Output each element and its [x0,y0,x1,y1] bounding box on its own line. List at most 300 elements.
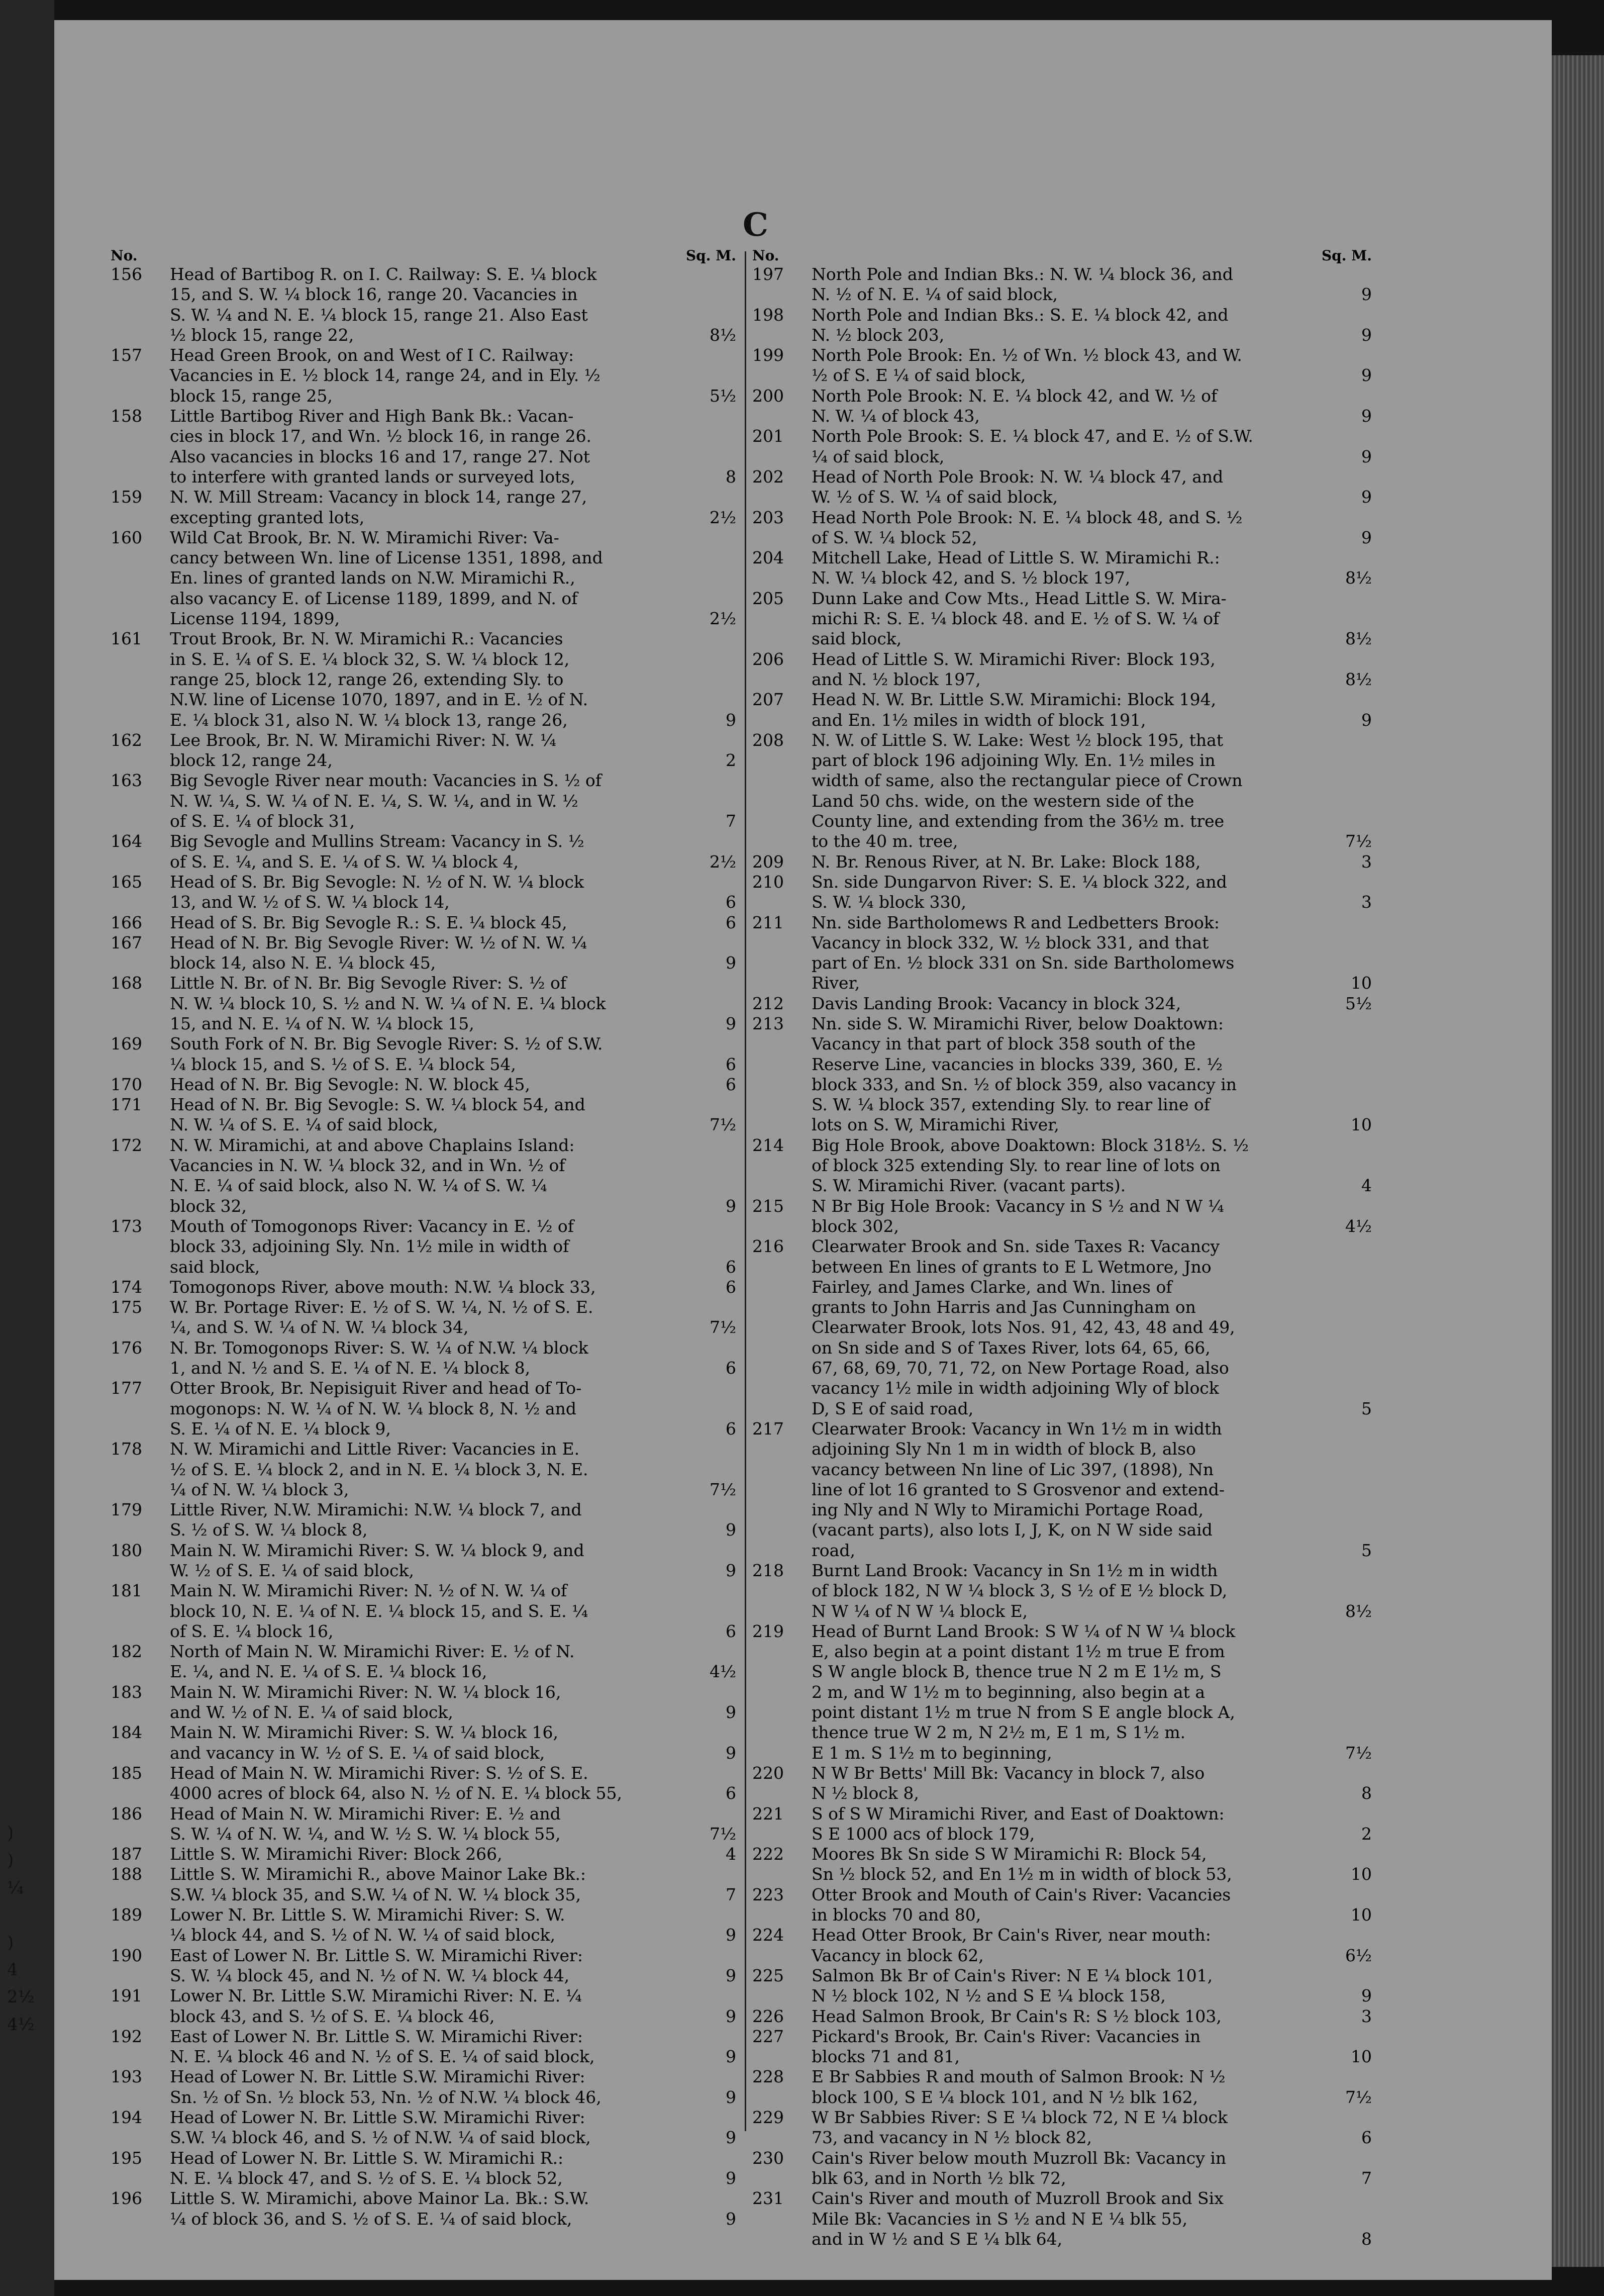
list-item [111,264,736,345]
entry-square-miles: 5 [1361,1398,1372,1418]
entry-number: 225 [752,1965,784,1985]
list-item [111,771,736,831]
entry-description: East of Lower N. Br. Little S. W. Miramichi River: N. E. ¼ block 46 and N. ½ of S. E. ¼ of said block, [170,2026,595,2067]
entry-number: 201 [752,426,784,446]
entry-description: Nn. side Bartholomews R and Ledbetters Brook: Vacancy in block 332, W. ½ block 331, and that part of En. ½ block 331 on Sn. side Bartholomews River, [812,912,1235,993]
entry-description: Cain's River below mouth Muzroll Bk: Vacancy in blk 63, and in North ½ blk 72, [812,2148,1227,2188]
entry-number: 195 [111,2148,142,2168]
entry-description: Little River, N.W. Miramichi: N.W. ¼ block 7, and S. ½ of S. W. ¼ block 8, [170,1500,582,1540]
entry-description: Little S. W. Miramichi R., above Mainor Lake Bk.: S.W. ¼ block 35, and S.W. ¼ of N. W. ¼ block 35, [170,1864,586,1904]
entry-square-miles: 9 [726,1743,736,1763]
entry-description: Main N. W. Miramichi River: S. W. ¼ block 16, and vacancy in W. ½ of S. E. ¼ of said block, [170,1723,559,1763]
list-item [752,994,1372,1014]
entry-square-miles: 8 [1361,2229,1372,2249]
entry-square-miles: 10 [1351,1864,1372,1884]
entry-description: E Br Sabbies R and mouth of Salmon Brook: N ½ block 100, S E ¼ block 101, and N ½ blk 162, [812,2067,1226,2107]
list-item [752,1561,1372,1621]
entry-number: 158 [111,406,142,426]
entry-square-miles: 9 [1361,406,1372,426]
entry-square-miles: 9 [1361,446,1372,466]
list-item [111,1946,736,1986]
entry-number: 209 [752,851,784,872]
entry-number: 179 [111,1500,142,1520]
entry-square-miles: 9 [1361,710,1372,730]
entry-square-miles: 2½ [710,507,736,527]
entry-square-miles: 9 [1361,527,1372,547]
entry-square-miles: 6½ [1345,1945,1372,1965]
entry-number: 193 [111,2067,142,2087]
list-item [752,2006,1372,2027]
list-item [111,1034,736,1075]
entry-description: N W Br Betts' Mill Bk: Vacancy in block 7, also N ½ block 8, [812,1763,1205,1803]
list-item [752,2148,1372,2189]
list-item [111,1541,736,1581]
list-item [111,2108,736,2148]
entry-number: 166 [111,912,142,932]
entry-number: 206 [752,649,784,669]
entry-square-miles: 7½ [710,1479,736,1499]
list-item [111,2067,736,2108]
entry-description: Main N. W. Miramichi River: S. W. ¼ block 9, and W. ½ of S. E. ¼ of said block, [170,1540,584,1580]
list-item [752,730,1372,852]
entry-description: Clearwater Brook and Sn. side Taxes R: Vacancy between En lines of grants to E L Wetmore, Jno Fairley, and James Clarke, and Wn. lines of grants to John Harris and Jas Cunningham on Clearwater Brook, lots Nos. 91, 42, 43, 48 and 49, on Sn side and S of Taxes River, lots 64, 65, 66, 67, 68, 69, 70, 71, 72, on New Portage Road, also vacancy 1½ mile in width adjoining Wly of block D, S E of said road, [812,1236,1235,1418]
entry-description: S of S W Miramichi River, and East of Doaktown: S E 1000 acs of block 179, [812,1803,1225,1844]
entry-number: 161 [111,629,142,649]
list-item [111,872,736,913]
entry-square-miles: 10 [1351,1115,1372,1135]
entry-number: 174 [111,1277,142,1297]
entry-square-miles: 9 [1361,1986,1372,2006]
entry-square-miles: 4½ [710,1662,736,1682]
list-item [111,1864,736,1905]
entry-description: Head of N. Br. Big Sevogle: N. W. block 45, [170,1074,531,1094]
list-item [752,1763,1372,1804]
entry-description: Head of Lower N. Br. Little S. W. Miramichi R.: N. E. ¼ block 47, and S. ½ of S. E. ¼ block 52, [170,2148,564,2188]
entry-description: Main N. W. Miramichi River: N. ½ of N. W. ¼ of block 10, N. E. ¼ of N. E. ¼ block 15, and S. E. ¼ of S. E. ¼ block 16, [170,1581,588,1641]
list-item [111,831,736,872]
entry-square-miles: 6 [726,1054,736,1074]
entry-description: Salmon Bk Br of Cain's River: N E ¼ block 101, N ½ block 102, N ½ and S E ¼ block 158, [812,1965,1213,2006]
entry-description: Mitchell Lake, Head of Little S. W. Miramichi R.: N. W. ¼ block 42, and S. ½ block 197, [812,548,1220,588]
entry-square-miles: 7½ [1345,1743,1372,1763]
entry-square-miles: 2 [726,750,736,771]
entry-description: North Pole Brook: En. ½ of Wn. ½ block 43, and W. ½ of S. E ¼ of said block, [812,345,1242,386]
entry-description: N. W. Miramichi, at and above Chaplains Island: Vacancies in N. W. ¼ block 32, and in Wn. ½ of N. E. ¼ of said block, also N. W. ¼ of S. W. ¼ block 32, [170,1135,575,1216]
entry-number: 173 [111,1216,142,1236]
list-item [111,1723,736,1763]
entry-description: Moores Bk Sn side S W Miramichi R: Block 54, Sn ½ block 52, and En 1½ m in width of block 53, [812,1844,1232,1884]
entry-description: Head of S. Br. Big Sevogle: N. ½ of N. W. ¼ block 13, and W. ½ of S. W. ¼ block 14, [170,872,584,912]
number-header: No. [752,247,779,264]
list-item [752,1135,1372,1196]
entry-number: 181 [111,1581,142,1601]
entry-description: Head of N. Br. Big Sevogle: S. W. ¼ block 54, and N. W. ¼ of S. E. ¼ of said block, [170,1095,585,1135]
entry-square-miles: 7½ [710,1115,736,1135]
entry-square-miles: 8½ [1345,568,1372,588]
entry-description: Head N. W. Br. Little S.W. Miramichi: Block 194, and En. 1½ miles in width of block 191, [812,690,1217,730]
list-item [752,386,1372,427]
entry-number: 204 [752,548,784,568]
list-item [752,2188,1372,2249]
list-item [752,1844,1372,1885]
section-letter-heading: C [743,206,768,244]
entry-description: Dunn Lake and Cow Mts., Head Little S. W. Mira- michi R: S. E. ¼ block 48. and E. ½ of S. W. ¼ of said block, [812,588,1227,649]
list-item [111,1338,736,1379]
list-item [111,1297,736,1338]
entry-square-miles: 9 [1361,284,1372,305]
list-item [111,1277,736,1297]
list-item [752,1014,1372,1135]
entry-number: 163 [111,771,142,791]
list-item [111,1135,736,1216]
entry-number: 190 [111,1945,142,1965]
entry-number: 213 [752,1013,784,1033]
list-item [752,1885,1372,1926]
list-item [111,2188,736,2229]
list-item [111,1075,736,1095]
entry-number: 171 [111,1095,142,1115]
entry-square-miles: 3 [1361,892,1372,912]
entry-description: Head Salmon Brook, Br Cain's R: S ½ block 103, [812,2006,1222,2026]
entry-number: 192 [111,2026,142,2046]
list-item [111,1763,736,1804]
entry-number: 226 [752,2006,784,2026]
left-entry-list [111,264,736,2229]
entry-description: Big Sevogle and Mullins Stream: Vacancy in S. ½ of S. E. ¼, and S. E. ¼ of S. W. ¼ block 4, [170,831,584,872]
list-item [752,872,1372,913]
list-item [752,426,1372,467]
list-item [111,2027,736,2067]
entry-description: South Fork of N. Br. Big Sevogle River: S. ½ of S.W. ¼ block 15, and S. ½ of S. E. ¼ block 54, [170,1034,603,1074]
square-miles-header: Sq. M. [1321,247,1372,264]
entry-description: N. Br. Renous River, at N. Br. Lake: Block 188, [812,851,1201,872]
entry-description: East of Lower N. Br. Little S. W. Miramichi River: S. W. ¼ block 45, and N. ½ of N. W. ¼ block 44, [170,1945,583,1985]
list-item [752,2027,1372,2067]
entry-description: Mouth of Tomogonops River: Vacancy in E. ½ of block 33, adjoining Sly. Nn. 1½ mile in width of said block, [170,1216,574,1277]
list-item [752,305,1372,346]
entry-description: N. W. Miramichi and Little River: Vacancies in E. ½ of S. E. ¼ block 2, and in N. E. ¼ block 3, N. E. ¼ of N. W. ¼ block 3, [170,1439,588,1499]
list-item [111,528,736,629]
entry-number: 180 [111,1540,142,1560]
entry-square-miles: 3 [1361,851,1372,872]
entry-description: Head of Little S. W. Miramichi River: Block 193, and N. ½ block 197, [812,649,1216,689]
entry-number: 222 [752,1844,784,1864]
entry-number: 217 [752,1418,784,1439]
entry-number: 156 [111,264,142,284]
entry-number: 212 [752,993,784,1013]
entry-description: Head of Main N. W. Miramichi River: S. ½ of S. E. 4000 acres of block 64, also N. ½ of N. E. ¼ block 55, [170,1763,623,1803]
entry-description: N. W. of Little S. W. Lake: West ½ block 195, that part of block 196 adjoining Wly. En. 1½ miles in width of same, also the rectangular piece of Crown Land 50 chs. wide, on the western side of the County line, and extending from the 36½ m. tree to the 40 m. tree, [812,730,1243,851]
list-item [111,1642,736,1682]
entry-number: 157 [111,345,142,365]
entry-square-miles: 9 [726,1013,736,1033]
entry-square-miles: 7 [1361,2168,1372,2188]
entry-square-miles: 6 [726,1257,736,1277]
entry-number: 168 [111,973,142,993]
entry-square-miles: 4 [726,1844,736,1864]
list-item [111,973,736,1034]
entry-number: 185 [111,1763,142,1783]
list-item [752,1804,1372,1845]
entry-square-miles: 9 [726,2209,736,2229]
entry-number: 210 [752,872,784,892]
list-item [111,1439,736,1500]
column-divider [745,251,746,2131]
list-item [752,467,1372,508]
list-item [111,2148,736,2189]
entry-number: 208 [752,730,784,750]
list-item [752,1419,1372,1561]
entry-description: Head of Lower N. Br. Little S.W. Miramichi River: S.W. ¼ block 46, and S. ½ of N.W. ¼ of said block, [170,2108,591,2148]
entry-square-miles: 8 [726,466,736,487]
entry-description: Head of North Pole Brook: N. W. ¼ block 47, and W. ½ of S. W. ¼ of said block, [812,466,1224,507]
entry-description: Head of Main N. W. Miramichi River: E. ½ and S. W. ¼ of N. W. ¼, and W. ½ S. W. ¼ block 55, [170,1803,561,1844]
list-item [111,1682,736,1723]
entry-description: Head of N. Br. Big Sevogle River: W. ½ of N. W. ¼ block 14, also N. E. ¼ block 45, [170,932,587,973]
entry-number: 211 [752,912,784,932]
entry-square-miles: 8½ [1345,1601,1372,1621]
entry-number: 165 [111,872,142,892]
list-item [752,264,1372,305]
facing-page-margin-marks: ) ) ¼ ) 4 2½ 4½ [7,1823,35,2035]
list-item [111,1804,736,1845]
entry-number: 220 [752,1763,784,1783]
entry-number: 196 [111,2188,142,2209]
entry-square-miles: 6 [726,1783,736,1803]
entry-square-miles: 9 [726,2087,736,2107]
entry-description: Tomogonops River, above mouth: N.W. ¼ block 33, [170,1277,596,1297]
list-item [752,1621,1372,1763]
entry-number: 203 [752,507,784,527]
entry-square-miles: 6 [1361,2128,1372,2148]
entry-number: 218 [752,1561,784,1580]
entry-number: 231 [752,2188,784,2209]
entry-description: Wild Cat Brook, Br. N. W. Miramichi River: Va- cancy between Wn. line of License 1351, 1898, and En. lines of granted lands on N.W. Miramichi R., also vacancy E. of License 1189, 1899, and N. of License 1194, 1899, [170,527,603,629]
entry-number: 191 [111,1986,142,2006]
list-item [752,548,1372,589]
list-item [111,1500,736,1541]
entry-description: North Pole Brook: S. E. ¼ block 47, and E. ½ of S.W. ¼ of said block, [812,426,1253,466]
entry-number: 175 [111,1297,142,1317]
entry-square-miles: 6 [726,892,736,912]
entry-square-miles: 6 [726,1418,736,1439]
entry-description: North Pole and Indian Bks.: N. W. ¼ block 36, and N. ½ of N. E. ¼ of said block, [812,264,1233,305]
entry-square-miles: 6 [726,1358,736,1378]
entry-number: 169 [111,1034,142,1054]
left-column-header [111,247,736,264]
entry-square-miles: 2½ [710,851,736,872]
entry-number: 228 [752,2067,784,2087]
list-item [752,2108,1372,2148]
entry-number: 224 [752,1925,784,1945]
list-item [111,1986,736,2027]
entry-description: Little S. W. Miramichi River: Block 266, [170,1844,503,1864]
entry-square-miles: 9 [726,2128,736,2148]
entry-square-miles: 7 [726,811,736,831]
entry-square-miles: 6 [726,1074,736,1094]
entry-description: W Br Sabbies River: S E ¼ block 72, N E ¼ block 73, and vacancy in N ½ block 82, [812,2108,1228,2148]
list-item [111,487,736,528]
entry-description: North Pole and Indian Bks.: S. E. ¼ block 42, and N. ½ block 203, [812,305,1229,345]
list-item [752,345,1372,386]
entry-number: 205 [752,588,784,608]
entry-description: Head of Lower N. Br. Little S.W. Miramichi River: Sn. ½ of Sn. ½ block 53, Nn. ½ of N.W. ¼ block 46, [170,2067,602,2107]
list-item [111,1581,736,1642]
entry-square-miles: 8½ [1345,629,1372,649]
entry-square-miles: 5 [1361,1540,1372,1560]
entry-number: 187 [111,1844,142,1864]
entry-description: Main N. W. Miramichi River: N. W. ¼ block 16, and W. ½ of N. E. ¼ of said block, [170,1682,561,1723]
entry-description: Trout Brook, Br. N. W. Miramichi R.: Vacancies in S. E. ¼ of S. E. ¼ block 32, S. W. ¼ block 12, range 25, block 12, range 26, extending Sly. to N.W. line of License 1070, 1897, and in E. ½ of N. E. ¼ block 31, also N. W. ¼ block 13, range 26, [170,629,588,730]
entry-number: 199 [752,345,784,365]
entry-square-miles: 7½ [1345,831,1372,851]
list-item [111,345,736,406]
entry-number: 230 [752,2148,784,2168]
entry-number: 188 [111,1864,142,1884]
list-item [752,852,1372,872]
entry-description: Little Bartibog River and High Bank Bk.: Vacan- cies in block 17, and Wn. ½ block 16, in range 26. Also vacancies in blocks 16 and 17, range 27. Not to interfere with granted lands or surveyed lots, [170,406,592,487]
entry-square-miles: 9 [726,1520,736,1540]
entry-description: Davis Landing Brook: Vacancy in block 324, [812,993,1181,1013]
entry-square-miles: 8½ [1345,669,1372,689]
entry-description: North of Main N. W. Miramichi River: E. ½ of N. E. ¼, and N. E. ¼ of S. E. ¼ block 16, [170,1642,575,1682]
entry-description: Lower N. Br. Little S. W. Miramichi River: S. W. ¼ block 44, and S. ½ of N. W. ¼ of said block, [170,1905,565,1945]
entry-number: 183 [111,1682,142,1702]
entry-square-miles: 9 [726,953,736,973]
list-item [752,1925,1372,1966]
entry-description: North Pole Brook: N. E. ¼ block 42, and W. ½ of N. W. ¼ of block 43, [812,386,1218,426]
entry-description: Head of Burnt Land Brook: S W ¼ of N W ¼ block E, also begin at a point distant 1½ m true E from S W angle block B, thence true N 2 m E 1½ m, S 2 m, and W 1½ m to beginning, also begin at a point distant 1½ m true N from S E angle block A, thence true W 2 m, N 2½ m, E 1 m, S 1½ m. E 1 m. S 1½ m to beginning, [812,1621,1236,1763]
entry-description: Big Sevogle River near mouth: Vacancies in S. ½ of N. W. ¼, S. W. ¼ of N. E. ¼, S. W. ¼, and in W. ½ of S. E. ¼ of block 31, [170,771,602,831]
entry-square-miles: 6 [726,1621,736,1641]
entry-number: 221 [752,1803,784,1824]
entry-description: Cain's River and mouth of Muzroll Brook and Six Mile Bk: Vacancies in S ½ and N E ¼ blk 55, and in W ½ and S E ¼ blk 64, [812,2188,1224,2249]
entry-number: 200 [752,386,784,406]
entry-description: W. Br. Portage River: E. ½ of S. W. ¼, N. ½ of S. E. ¼, and S. W. ¼ of N. W. ¼ block 34, [170,1297,593,1337]
entry-number: 184 [111,1723,142,1743]
entry-number: 194 [111,2108,142,2128]
entry-description: N. W. Mill Stream: Vacancy in block 14, range 27, excepting granted lots, [170,487,587,527]
entry-number: 216 [752,1236,784,1257]
list-item [752,1196,1372,1237]
list-item [111,1216,736,1277]
entry-square-miles: 9 [726,1196,736,1216]
entry-square-miles: 9 [726,2168,736,2188]
entry-square-miles: 7½ [710,1317,736,1337]
entry-number: 178 [111,1439,142,1459]
list-item [111,730,736,771]
entry-square-miles: 2½ [710,609,736,629]
entry-square-miles: 6 [726,912,736,932]
entry-description: Head North Pole Brook: N. E. ¼ block 48, and S. ½ of S. W. ¼ block 52, [812,507,1243,547]
entry-description: Otter Brook, Br. Nepisiguit River and head of To- mogonops: N. W. ¼ of N. W. ¼ block 8, N. ½ and S. E. ¼ of N. E. ¼ block 9, [170,1378,582,1439]
entry-description: Otter Brook and Mouth of Cain's River: Vacancies in blocks 70 and 80, [812,1884,1231,1925]
entry-number: 214 [752,1135,784,1155]
entry-description: Little S. W. Miramichi, above Mainor La. Bk.: S.W. ¼ of block 36, and S. ½ of S. E. ¼ of said block, [170,2188,589,2229]
entry-square-miles: 5½ [1345,993,1372,1013]
entry-square-miles: 9 [726,2047,736,2067]
entry-square-miles: 9 [1361,365,1372,386]
entry-number: 227 [752,2026,784,2046]
entry-number: 172 [111,1135,142,1155]
entry-number: 198 [752,305,784,325]
entry-square-miles: 5½ [710,386,736,406]
entry-square-miles: 9 [1361,487,1372,507]
list-item [752,508,1372,548]
left-column [111,247,736,2229]
list-item [111,1844,736,1864]
list-item [111,933,736,974]
entry-square-miles: 7½ [1345,2087,1372,2107]
entry-description: Lower N. Br. Little S.W. Miramichi River: N. E. ¼ block 43, and S. ½ of S. E. ¼ block 46, [170,1986,582,2026]
entry-square-miles: 8 [1361,1783,1372,1803]
entry-number: 215 [752,1196,784,1216]
list-item [111,913,736,933]
list-item [752,690,1372,730]
entry-square-miles: 4½ [1345,1216,1372,1236]
entry-square-miles: 7½ [710,1824,736,1844]
entry-number: 207 [752,690,784,710]
number-header: No. [111,247,138,264]
list-item [752,2067,1372,2108]
list-item [752,913,1372,994]
entry-description: Burnt Land Brook: Vacancy in Sn 1½ m in width of block 182, N W ¼ block 3, S ½ of E ½ block D, N W ¼ of N W ¼ block E, [812,1561,1228,1621]
entry-square-miles: 9 [726,1925,736,1945]
entry-description: Little N. Br. of N. Br. Big Sevogle River: S. ½ of N. W. ¼ block 10, S. ½ and N. W. ¼ of N. E. ¼ block 15, and N. E. ¼ of N. W. ¼ block 15, [170,973,606,1033]
entry-number: 177 [111,1378,142,1398]
entry-number: 170 [111,1074,142,1094]
entry-number: 164 [111,831,142,851]
list-item [111,406,736,487]
entry-description: Nn. side S. W. Miramichi River, below Doaktown: Vacancy in that part of block 358 south of the Reserve Line, vacancies in blocks 339, 360, E. ½ block 333, and Sn. ½ of block 359, also vacancy in S. W. ¼ block 357, extending Sly. to rear line of lots on S. W, Miramichi River, [812,1013,1237,1135]
entry-description: Head Otter Brook, Br Cain's River, near mouth: Vacancy in block 62, [812,1925,1211,1965]
list-item [111,1378,736,1439]
entry-number: 176 [111,1337,142,1358]
entry-square-miles: 7 [726,1884,736,1904]
entry-square-miles: 9 [726,1965,736,1985]
entry-number: 160 [111,527,142,547]
entry-square-miles: 8½ [710,325,736,345]
list-item [752,1236,1372,1419]
entry-square-miles: 2 [1361,1824,1372,1844]
entry-square-miles: 9 [1361,325,1372,345]
entry-number: 182 [111,1642,142,1662]
entry-square-miles: 9 [726,1561,736,1580]
list-item [752,649,1372,690]
right-entry-list [752,264,1372,2249]
entry-square-miles: 9 [726,2006,736,2026]
list-item [752,1966,1372,2006]
right-column [752,247,1372,2249]
list-item [752,589,1372,649]
entry-number: 219 [752,1621,784,1641]
entry-square-miles: 9 [726,1702,736,1723]
list-item [111,1095,736,1135]
entry-number: 159 [111,487,142,507]
entry-square-miles: 9 [726,710,736,730]
entry-description: Big Hole Brook, above Doaktown: Block 318½. S. ½ of block 325 extending Sly. to rear line of lots on S. W. Miramichi River. (vacant parts). [812,1135,1249,1196]
entry-square-miles: 10 [1351,973,1372,993]
entry-description: Head Green Brook, on and West of I C. Railway: Vacancies in E. ½ block 14, range 24, and in Ely. ½ block 15, range 25, [170,345,600,406]
entry-description: Clearwater Brook: Vacancy in Wn 1½ m in width adjoining Sly Nn 1 m in width of block B, also vacancy between Nn line of Lic 397, (1898), Nn line of lot 16 granted to S Grosvenor and extend- ing Nly and N Wly to Miramichi Portage Road, (vacant parts), also lots I, J, K, on N W side said road, [812,1418,1225,1560]
entry-square-miles: 10 [1351,2047,1372,2067]
entry-number: 189 [111,1905,142,1925]
entry-number: 223 [752,1884,784,1904]
entry-number: 202 [752,466,784,487]
entry-description: N. Br. Tomogonops River: S. W. ¼ of N.W. ¼ block 1, and N. ½ and S. E. ¼ of N. E. ¼ block 8, [170,1337,588,1378]
entry-number: 186 [111,1803,142,1824]
entry-number: 167 [111,932,142,952]
